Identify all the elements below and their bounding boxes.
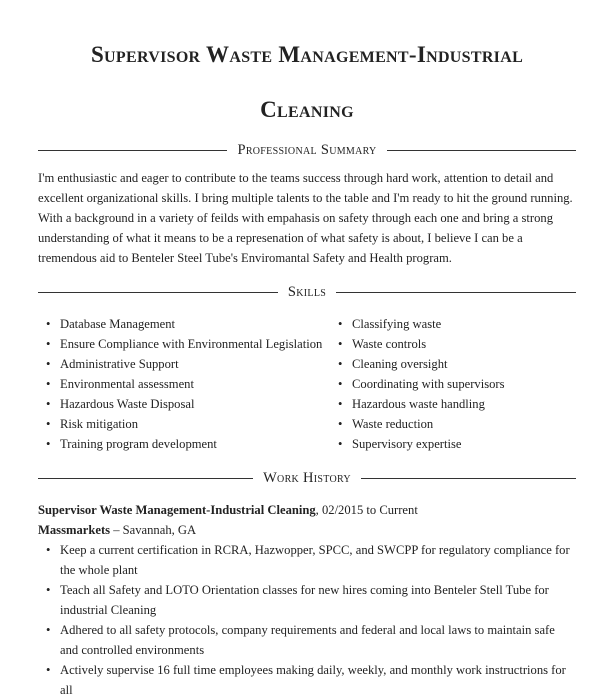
skill-item: • Ensure Compliance with Environmental Legislation xyxy=(60,334,330,354)
divider xyxy=(361,478,576,479)
divider xyxy=(38,478,253,479)
job-entry xyxy=(38,500,576,700)
job-bullet: • Teach all Safety and LOTO Orientation classes for new hires coming into Benteler Stell Tube for industrial Cleaning xyxy=(60,580,576,620)
skill-item: • Supervisory expertise xyxy=(352,434,505,454)
job-dates: , 02/2015 to Current xyxy=(315,503,418,517)
resume-title xyxy=(38,0,576,137)
skill-item: • Risk mitigation xyxy=(60,414,330,434)
skills-column-2 xyxy=(330,314,505,454)
divider xyxy=(387,150,576,151)
skills-column-1 xyxy=(38,314,330,454)
skill-item: • Training program development xyxy=(60,434,330,454)
title-line-2: Cleaning xyxy=(260,97,354,122)
job-bullet: • Keep a current certification in RCRA, Hazwopper, SPCC, and SWCPP for regulatory compliance for the whole plant xyxy=(60,540,576,580)
job-bullets xyxy=(38,540,576,700)
skill-item: • Waste reduction xyxy=(352,414,505,434)
skill-item: • Administrative Support xyxy=(60,354,330,374)
section-header-summary xyxy=(38,140,576,160)
skills-list xyxy=(38,314,576,454)
skill-item: • Hazardous waste handling xyxy=(352,394,505,414)
skill-item: • Database Management xyxy=(60,314,330,334)
skill-item: • Waste controls xyxy=(352,334,505,354)
job-location: – Savannah, GA xyxy=(110,523,197,537)
divider xyxy=(38,292,278,293)
job-bullet: • Actively supervise 16 full time employees making daily, weekly, and monthly work instructrions for all xyxy=(60,660,576,700)
section-title: Skills xyxy=(287,283,327,300)
skill-item: • Cleaning oversight xyxy=(352,354,505,374)
divider xyxy=(38,150,227,151)
divider xyxy=(336,292,576,293)
title-line-1: Supervisor Waste Management-Industrial xyxy=(90,42,524,67)
section-header-skills xyxy=(38,282,576,302)
skill-item: • Environmental assessment xyxy=(60,374,330,394)
section-title: Work History xyxy=(263,469,351,486)
skill-item: • Classifying waste xyxy=(352,314,505,334)
job-title: Supervisor Waste Management-Industrial Cleaning xyxy=(38,503,316,517)
section-header-work xyxy=(38,468,576,488)
skill-item: • Hazardous Waste Disposal xyxy=(60,394,330,414)
job-heading xyxy=(38,500,576,520)
skill-item: • Coordinating with supervisors xyxy=(352,374,505,394)
job-employer xyxy=(38,520,576,540)
job-bullet: • Adhered to all safety protocols, company requirements and federal and local laws to maintain safe and controlled environments xyxy=(60,620,576,660)
summary-text: I'm enthusiastic and eager to contribute to the teams success through hard work, attention to detail and excellent organizational skills. I bring multiple talents to the table and I'm ready to hit the ground running. With a background in a variety of feilds with empahasis on safety through each one and bring a strong understanding of what it means to be a represenation of what safety is about, I believe I can be a tremendous aid to Benteler Steel Tube's Enviromantal Safety and Health program. xyxy=(38,171,573,265)
company-name: Massmarkets xyxy=(38,523,111,537)
section-title: Professional Summary xyxy=(237,141,377,158)
